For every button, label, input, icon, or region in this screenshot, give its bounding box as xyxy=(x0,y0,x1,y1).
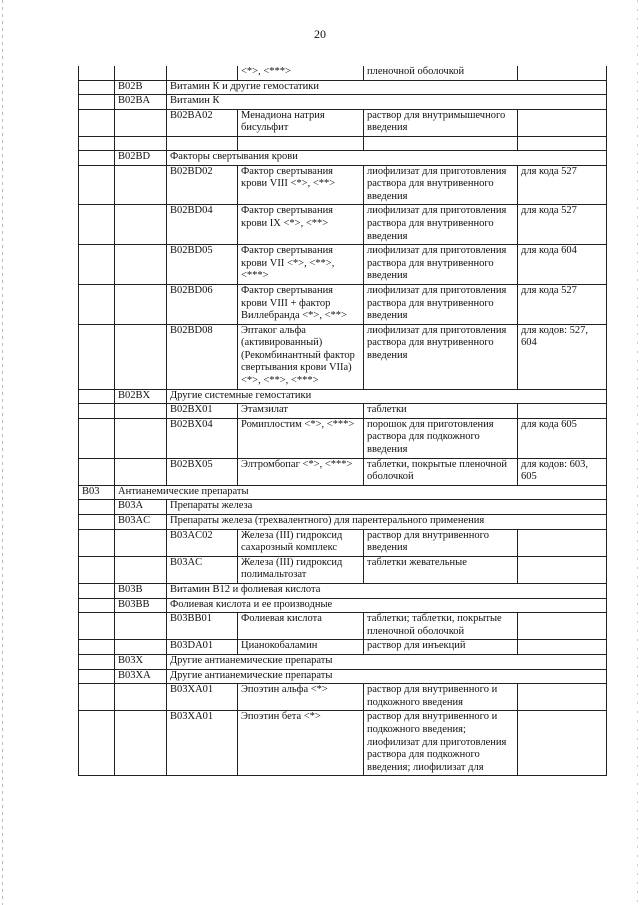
cell-empty xyxy=(115,245,167,285)
cell-group-code: B03BB xyxy=(115,598,167,613)
cell-empty xyxy=(79,529,115,556)
cell-empty xyxy=(115,613,167,640)
cell-empty xyxy=(79,404,115,419)
cell-code: B03DA01 xyxy=(167,640,238,655)
table-row xyxy=(79,165,607,205)
cell-group-name: Препараты железа (трехвалентного) для парентерального применения xyxy=(167,515,607,530)
table-row xyxy=(79,458,607,485)
cell-group-name: Фолиевая кислота и ее производные xyxy=(167,598,607,613)
cell-empty xyxy=(79,458,115,485)
table-row xyxy=(79,109,607,136)
cell-code: B02BD05 xyxy=(167,245,238,285)
cell-code: B02BX05 xyxy=(167,458,238,485)
cell-code: B02BX01 xyxy=(167,404,238,419)
cell-empty xyxy=(115,109,167,136)
cell-form: лиофилизат для приготовления раствора для внутривенного введения xyxy=(364,284,518,324)
cell-group-name: Витамин B12 и фолиевая кислота xyxy=(167,583,607,598)
cell-note xyxy=(518,613,607,640)
table-row xyxy=(79,640,607,655)
cell-group-name: Другие антианемические препараты xyxy=(167,654,607,669)
cell-group-code: B02BA xyxy=(115,95,167,110)
cell-product: Менадиона натрия бисульфит xyxy=(238,109,364,136)
cell-empty xyxy=(79,95,115,110)
table-row xyxy=(79,245,607,285)
cell-product: Эпоэтин бета <*> xyxy=(238,711,364,776)
table-row-group xyxy=(79,515,607,530)
cell-product: Железа (III) гидроксид полимальтозат xyxy=(238,556,364,583)
cell-empty xyxy=(115,556,167,583)
table-row xyxy=(79,711,607,776)
cell-group-name: Факторы свертывания крови xyxy=(167,150,607,165)
cell-product: Железа (III) гидроксид сахарозный комплекс xyxy=(238,529,364,556)
table-row-group xyxy=(79,583,607,598)
cell-code: B02BX04 xyxy=(167,418,238,458)
cell-code: B03AC02 xyxy=(167,529,238,556)
table-row xyxy=(79,284,607,324)
cell-empty xyxy=(79,165,115,205)
cell-empty xyxy=(79,684,115,711)
table-row xyxy=(79,684,607,711)
cell-note: для кода 527 xyxy=(518,165,607,205)
cell-group-name: Препараты железа xyxy=(167,500,607,515)
cell-product: Фактор свертывания крови VIII + фактор Виллебранда <*>, <**> xyxy=(238,284,364,324)
cell-product: Цианокобаламин xyxy=(238,640,364,655)
cell-product: Эпоэтин альфа <*> xyxy=(238,684,364,711)
cell-form: порошок для приготовления раствора для подкожного введения xyxy=(364,418,518,458)
cell-group-code: B03X xyxy=(115,654,167,669)
table-row xyxy=(79,613,607,640)
cell-empty xyxy=(115,324,167,389)
cell-empty xyxy=(79,598,115,613)
cell-form: лиофилизат для приготовления раствора для внутривенного введения xyxy=(364,245,518,285)
cell-empty xyxy=(364,136,518,150)
cell-form: раствор для внутримышечного введения xyxy=(364,109,518,136)
cell-note xyxy=(518,529,607,556)
cell-empty xyxy=(79,136,115,150)
cell-empty xyxy=(115,165,167,205)
table-row-group xyxy=(79,500,607,515)
cell-product: Этамзилат xyxy=(238,404,364,419)
cell-empty xyxy=(79,556,115,583)
cell-empty xyxy=(115,66,167,80)
cell-code: B02BD06 xyxy=(167,284,238,324)
cell-product: Фактор свертывания крови VIII <*>, <**> xyxy=(238,165,364,205)
cell-group-name: Витамин К и другие гемостатики xyxy=(167,80,607,95)
cell-form: раствор для инъекций xyxy=(364,640,518,655)
cell-form: таблетки xyxy=(364,404,518,419)
cell-empty xyxy=(79,640,115,655)
table-row-group xyxy=(79,669,607,684)
cell-code: B02BD04 xyxy=(167,205,238,245)
cell-product: Элтромбопаг <*>, <***> xyxy=(238,458,364,485)
cell-group-name: Антианемические препараты xyxy=(115,485,607,500)
cell-note: для кода 605 xyxy=(518,418,607,458)
cell-empty xyxy=(79,66,115,80)
cell-code: B03XA01 xyxy=(167,711,238,776)
cell-empty xyxy=(79,150,115,165)
cell-empty xyxy=(79,669,115,684)
cell-note xyxy=(518,66,607,80)
cell-group-code: B03XA xyxy=(115,669,167,684)
cell-empty xyxy=(115,684,167,711)
cell-note xyxy=(518,109,607,136)
cell-form: лиофилизат для приготовления раствора для внутривенного введения xyxy=(364,324,518,389)
cell-empty xyxy=(79,515,115,530)
scan-edge-right xyxy=(637,0,638,905)
cell-empty xyxy=(79,109,115,136)
cell-empty xyxy=(115,640,167,655)
cell-code: B03BB01 xyxy=(167,613,238,640)
cell-group-code: B02BX xyxy=(115,389,167,404)
cell-note xyxy=(518,640,607,655)
table-row-spacer xyxy=(79,136,607,150)
cell-form: раствор для внутривенного введения xyxy=(364,529,518,556)
cell-product: Фактор свертывания крови IX <*>, <**> xyxy=(238,205,364,245)
cell-group-code: B03 xyxy=(79,485,115,500)
table-row-continuation xyxy=(79,66,607,80)
cell-group-name: Витамин К xyxy=(167,95,607,110)
cell-product: Фолиевая кислота xyxy=(238,613,364,640)
table-row xyxy=(79,529,607,556)
cell-empty xyxy=(115,529,167,556)
cell-product: <*>, <***> xyxy=(238,66,364,80)
cell-group-code: B03A xyxy=(115,500,167,515)
cell-group-code: B02BD xyxy=(115,150,167,165)
cell-empty xyxy=(79,389,115,404)
table-row xyxy=(79,556,607,583)
cell-empty xyxy=(79,324,115,389)
cell-empty xyxy=(79,583,115,598)
cell-empty xyxy=(115,136,167,150)
cell-empty xyxy=(167,136,238,150)
cell-empty xyxy=(79,80,115,95)
cell-code: B03XA01 xyxy=(167,684,238,711)
cell-group-code: B03AC xyxy=(115,515,167,530)
cell-empty xyxy=(79,654,115,669)
cell-note: для кода 604 xyxy=(518,245,607,285)
cell-note xyxy=(518,556,607,583)
cell-empty xyxy=(115,418,167,458)
table-row-group xyxy=(79,95,607,110)
cell-empty xyxy=(79,205,115,245)
cell-empty xyxy=(79,245,115,285)
cell-form: лиофилизат для приготовления раствора для внутривенного введения xyxy=(364,165,518,205)
cell-empty xyxy=(518,136,607,150)
cell-form: лиофилизат для приготовления раствора для внутривенного введения xyxy=(364,205,518,245)
cell-note xyxy=(518,711,607,776)
cell-product: Ромиплостим <*>, <***> xyxy=(238,418,364,458)
cell-product: Фактор свертывания крови VII <*>, <**>, <***> xyxy=(238,245,364,285)
cell-code: B02BD08 xyxy=(167,324,238,389)
cell-code: B02BA02 xyxy=(167,109,238,136)
cell-note: для кодов: 527, 604 xyxy=(518,324,607,389)
cell-note xyxy=(518,404,607,419)
table-row-group xyxy=(79,150,607,165)
cell-note: для кода 527 xyxy=(518,205,607,245)
cell-note: для кодов: 603, 605 xyxy=(518,458,607,485)
cell-form: таблетки жевательные xyxy=(364,556,518,583)
cell-empty xyxy=(238,136,364,150)
cell-code: B02BD02 xyxy=(167,165,238,205)
table-row xyxy=(79,324,607,389)
cell-form: раствор для внутривенного и подкожного введения; лиофилизат для приготовления раствора для подкожного введения; лиофилизат для xyxy=(364,711,518,776)
table-body xyxy=(79,66,607,776)
cell-empty xyxy=(79,711,115,776)
cell-form: таблетки, покрытые пленочной оболочкой xyxy=(364,458,518,485)
cell-code: B03AC xyxy=(167,556,238,583)
cell-product: Эптаког альфа (активированный) (Рекомбинантный фактор свертывания крови VIIa) <*>, <**>, <***> xyxy=(238,324,364,389)
cell-group-name: Другие антианемические препараты xyxy=(167,669,607,684)
table-row-group xyxy=(79,598,607,613)
cell-form: раствор для внутривенного и подкожного введения xyxy=(364,684,518,711)
page-number: 20 xyxy=(314,27,326,41)
cell-empty xyxy=(115,205,167,245)
cell-note: для кода 527 xyxy=(518,284,607,324)
cell-empty xyxy=(79,418,115,458)
table-row xyxy=(79,418,607,458)
table-row-group xyxy=(79,80,607,95)
cell-empty xyxy=(79,284,115,324)
table-row xyxy=(79,404,607,419)
cell-empty xyxy=(167,66,238,80)
cell-form: пленочной оболочкой xyxy=(364,66,518,80)
table-row-group xyxy=(79,654,607,669)
cell-group-code: B03B xyxy=(115,583,167,598)
cell-empty xyxy=(115,711,167,776)
cell-form: таблетки; таблетки, покрытые пленочной оболочкой xyxy=(364,613,518,640)
cell-group-code: B02B xyxy=(115,80,167,95)
cell-empty xyxy=(79,613,115,640)
cell-group-name: Другие системные гемостатики xyxy=(167,389,607,404)
cell-empty xyxy=(115,458,167,485)
table-row-group xyxy=(79,485,607,500)
cell-empty xyxy=(79,500,115,515)
cell-empty xyxy=(115,404,167,419)
cell-empty xyxy=(115,284,167,324)
table-row-group xyxy=(79,389,607,404)
drug-classification-table xyxy=(78,66,607,776)
cell-note xyxy=(518,684,607,711)
table-row xyxy=(79,205,607,245)
scan-edge-left xyxy=(2,0,3,905)
